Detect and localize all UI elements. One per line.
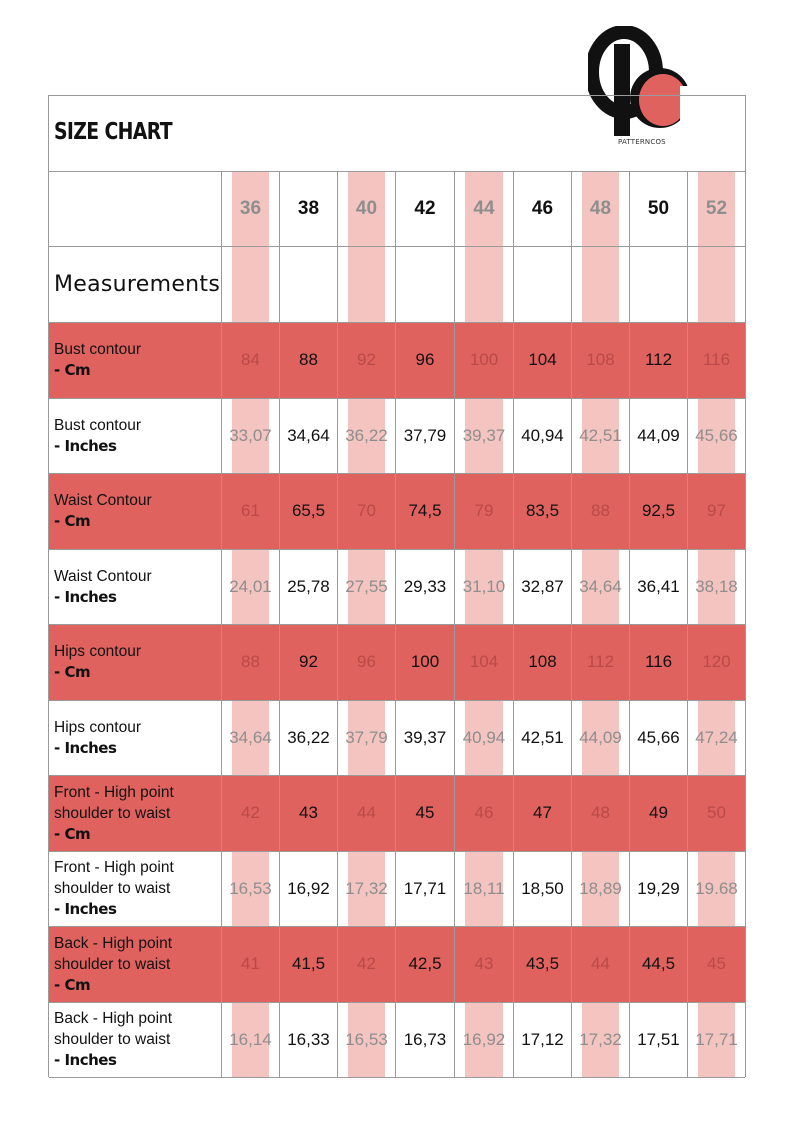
measurement-value: 18,11 bbox=[463, 878, 505, 898]
size-label: 42 bbox=[414, 198, 436, 219]
value-cell bbox=[337, 625, 395, 700]
value-cell bbox=[513, 323, 571, 398]
value-cell bbox=[687, 474, 745, 549]
value-cell bbox=[337, 927, 395, 1002]
value-cell bbox=[571, 701, 629, 776]
value-cell bbox=[395, 474, 454, 549]
value-cell bbox=[687, 1003, 745, 1078]
measurement-value: 24,01 bbox=[229, 576, 272, 596]
measurement-value: 108 bbox=[528, 652, 557, 672]
value-cell bbox=[221, 852, 279, 927]
size-highlight-stripe bbox=[582, 247, 619, 322]
measurement-value: 92 bbox=[299, 652, 318, 672]
measurements-header-row bbox=[49, 247, 745, 323]
value-cell bbox=[513, 474, 571, 549]
value-cell bbox=[454, 776, 513, 851]
measurement-label-line: shoulder to waist bbox=[54, 804, 171, 822]
unit-label: - Cm bbox=[54, 824, 91, 843]
measurement-value: 18,50 bbox=[521, 878, 564, 898]
value-cell bbox=[454, 550, 513, 625]
measurement-label bbox=[54, 399, 141, 474]
value-cell bbox=[337, 474, 395, 549]
value-cell bbox=[687, 247, 745, 322]
measurement-value: 96 bbox=[357, 652, 376, 672]
value-cell bbox=[279, 474, 337, 549]
value-cell bbox=[513, 625, 571, 700]
measurement-value: 36,41 bbox=[637, 576, 680, 596]
row-label-cell bbox=[49, 247, 221, 322]
row-label-cell bbox=[49, 701, 221, 776]
measurement-value: 112 bbox=[644, 350, 673, 370]
measurement-label bbox=[54, 1003, 172, 1078]
value-cell bbox=[221, 247, 279, 322]
page-title: SIZE CHART bbox=[54, 119, 172, 145]
measurement-value: 45,66 bbox=[637, 727, 680, 747]
value-cell bbox=[395, 550, 454, 625]
value-cell bbox=[513, 776, 571, 851]
measurement-value: 104 bbox=[469, 652, 499, 672]
measurement-value: 42 bbox=[357, 954, 376, 974]
value-cell bbox=[513, 1003, 571, 1078]
table-row bbox=[49, 399, 745, 475]
unit-label: - Inches bbox=[54, 587, 117, 606]
value-cell bbox=[571, 852, 629, 927]
value-cell bbox=[687, 625, 745, 700]
value-cell bbox=[629, 852, 687, 927]
measurement-value: 34,64 bbox=[287, 425, 330, 445]
value-cell bbox=[221, 399, 279, 474]
measurement-value: 16,14 bbox=[229, 1029, 272, 1049]
size-highlight-stripe bbox=[698, 247, 735, 322]
value-cell bbox=[454, 247, 513, 322]
value-cell bbox=[395, 247, 454, 322]
measurement-value: 38,18 bbox=[695, 576, 738, 596]
table-row bbox=[49, 625, 745, 701]
measurement-value: 47,24 bbox=[695, 727, 738, 747]
value-cell bbox=[221, 625, 279, 700]
value-cell bbox=[513, 927, 571, 1002]
unit-label: - Inches bbox=[54, 738, 117, 757]
measurement-value: 18,89 bbox=[579, 878, 622, 898]
measurement-value: 37,79 bbox=[345, 727, 388, 747]
value-cell bbox=[629, 474, 687, 549]
measurement-label bbox=[54, 927, 172, 1002]
measurement-label bbox=[54, 323, 141, 398]
measurement-value: 104 bbox=[528, 350, 557, 370]
measurement-value: 44,5 bbox=[641, 954, 676, 974]
value-cell bbox=[337, 550, 395, 625]
row-label-cell bbox=[49, 852, 221, 927]
value-cell bbox=[221, 927, 279, 1002]
measurement-value: 120 bbox=[702, 652, 731, 672]
value-cell bbox=[221, 776, 279, 851]
size-header-cell bbox=[687, 172, 745, 246]
measurement-value: 70 bbox=[357, 501, 376, 521]
measurement-value: 42,51 bbox=[521, 727, 564, 747]
measurement-value: 27,55 bbox=[345, 576, 388, 596]
measurement-value: 43 bbox=[299, 803, 318, 823]
value-cell bbox=[513, 399, 571, 474]
measurement-label bbox=[54, 474, 152, 549]
measurement-label-line: Waist Contour bbox=[54, 492, 152, 510]
measurement-value: 96 bbox=[415, 350, 435, 370]
table-row bbox=[49, 776, 745, 852]
measurement-value: 33,07 bbox=[229, 425, 272, 445]
value-cell bbox=[221, 323, 279, 398]
value-cell bbox=[395, 323, 454, 398]
size-highlight-stripe bbox=[232, 247, 269, 322]
size-label: 38 bbox=[297, 198, 320, 219]
value-cell bbox=[221, 1003, 279, 1078]
measurement-value: 61 bbox=[241, 501, 260, 521]
value-cell bbox=[571, 625, 629, 700]
measurement-value: 92,5 bbox=[641, 501, 676, 521]
table-row bbox=[49, 323, 745, 399]
value-cell bbox=[454, 927, 513, 1002]
value-cell bbox=[279, 776, 337, 851]
value-cell bbox=[279, 701, 337, 776]
value-cell bbox=[395, 399, 454, 474]
value-cell bbox=[454, 399, 513, 474]
measurement-value: 17,32 bbox=[345, 878, 388, 898]
measurement-value: 100 bbox=[410, 652, 440, 672]
measurement-value: 46 bbox=[474, 803, 494, 823]
value-cell bbox=[629, 399, 687, 474]
value-cell bbox=[221, 474, 279, 549]
value-cell bbox=[629, 625, 687, 700]
measurement-value: 17,12 bbox=[521, 1029, 564, 1049]
measurement-value: 17,71 bbox=[403, 878, 447, 898]
measurement-value: 84 bbox=[241, 350, 260, 370]
measurement-value: 88 bbox=[299, 350, 318, 370]
measurement-value: 49 bbox=[649, 803, 668, 823]
value-cell bbox=[279, 323, 337, 398]
size-header-cell bbox=[629, 172, 687, 246]
size-highlight-stripe bbox=[348, 247, 385, 322]
measurement-label-line: shoulder to waist bbox=[54, 880, 171, 898]
measurement-value: 34,64 bbox=[229, 727, 272, 747]
measurement-value: 36,22 bbox=[345, 425, 388, 445]
value-cell bbox=[629, 776, 687, 851]
value-cell bbox=[454, 852, 513, 927]
measurement-value: 42,5 bbox=[408, 954, 442, 974]
value-cell bbox=[629, 701, 687, 776]
measurement-value: 108 bbox=[586, 350, 615, 370]
value-cell bbox=[454, 1003, 513, 1078]
measurement-value: 79 bbox=[474, 501, 494, 521]
value-cell bbox=[279, 852, 337, 927]
value-cell bbox=[629, 550, 687, 625]
measurement-label-line: Bust contour bbox=[54, 341, 142, 359]
size-label: 50 bbox=[647, 198, 670, 219]
value-cell bbox=[454, 701, 513, 776]
measurement-value: 97 bbox=[707, 501, 726, 521]
value-cell bbox=[629, 323, 687, 398]
measurement-label-line: Hips contour bbox=[54, 643, 142, 661]
measurement-value: 19,29 bbox=[637, 878, 680, 898]
value-cell bbox=[571, 247, 629, 322]
measurement-value: 16,33 bbox=[287, 1029, 330, 1049]
value-cell bbox=[279, 550, 337, 625]
row-label-cell bbox=[49, 927, 221, 1002]
value-cell bbox=[337, 701, 395, 776]
row-label-cell bbox=[49, 399, 221, 474]
unit-label: - Cm bbox=[54, 663, 91, 682]
value-cell bbox=[454, 625, 513, 700]
table-row bbox=[49, 550, 745, 626]
value-cell bbox=[279, 1003, 337, 1078]
measurement-value: 48 bbox=[591, 803, 610, 823]
measurement-value: 34,64 bbox=[579, 576, 622, 596]
value-cell bbox=[337, 776, 395, 851]
value-cell bbox=[687, 927, 745, 1002]
measurement-value: 44,09 bbox=[579, 727, 622, 747]
measurement-label-line: Front - High point bbox=[54, 859, 174, 877]
measurement-value: 36,22 bbox=[287, 727, 330, 747]
measurement-value: 39,37 bbox=[462, 425, 506, 445]
measurement-value: 40,94 bbox=[521, 425, 564, 445]
measurement-label-line: Bust contour bbox=[54, 416, 142, 434]
measurement-label bbox=[54, 852, 174, 927]
value-cell bbox=[395, 776, 454, 851]
value-cell bbox=[221, 701, 279, 776]
measurement-value: 17,51 bbox=[637, 1029, 680, 1049]
measurement-value: 29,33 bbox=[403, 576, 447, 596]
value-cell bbox=[629, 927, 687, 1002]
table-row bbox=[49, 701, 745, 777]
row-label-cell bbox=[49, 323, 221, 398]
measurement-value: 41 bbox=[241, 954, 260, 974]
measurement-value: 88 bbox=[591, 501, 610, 521]
measurement-label bbox=[54, 776, 174, 851]
size-highlight-stripe bbox=[465, 247, 503, 322]
measurement-value: 116 bbox=[644, 652, 673, 672]
measurement-label-line: shoulder to waist bbox=[54, 1031, 171, 1049]
value-cell bbox=[513, 550, 571, 625]
value-cell bbox=[571, 550, 629, 625]
measurement-value: 25,78 bbox=[287, 576, 330, 596]
size-header-cell bbox=[454, 172, 513, 246]
value-cell bbox=[687, 852, 745, 927]
value-cell bbox=[513, 852, 571, 927]
value-cell bbox=[279, 399, 337, 474]
brand-name: PATTERNCOS bbox=[618, 138, 666, 146]
value-cell bbox=[395, 927, 454, 1002]
measurement-label-line: Hips contour bbox=[54, 718, 142, 736]
unit-label: - Cm bbox=[54, 975, 91, 994]
measurement-label-line: Front - High point bbox=[54, 783, 174, 801]
measurement-value: 19.68 bbox=[695, 878, 738, 898]
measurement-value: 42,51 bbox=[579, 425, 622, 445]
measurement-value: 47 bbox=[533, 803, 552, 823]
value-cell bbox=[337, 852, 395, 927]
row-label-cell bbox=[49, 172, 221, 246]
row-label-cell bbox=[49, 550, 221, 625]
measurements-label: Measurements bbox=[54, 272, 221, 297]
measurement-value: 39,37 bbox=[403, 727, 447, 747]
unit-label: - Inches bbox=[54, 1051, 117, 1070]
size-header-cell bbox=[279, 172, 337, 246]
size-label: 44 bbox=[473, 198, 495, 219]
measurement-label-line: Waist Contour bbox=[54, 567, 152, 585]
measurement-value: 45 bbox=[415, 803, 435, 823]
value-cell bbox=[337, 399, 395, 474]
value-cell bbox=[395, 852, 454, 927]
measurement-label bbox=[54, 625, 141, 700]
measurement-value: 45,66 bbox=[695, 425, 738, 445]
unit-label: - Inches bbox=[54, 436, 117, 455]
value-cell bbox=[687, 550, 745, 625]
measurement-value: 16,92 bbox=[462, 1029, 506, 1049]
value-cell bbox=[221, 550, 279, 625]
measurement-value: 65,5 bbox=[291, 501, 326, 521]
value-cell bbox=[279, 247, 337, 322]
value-cell bbox=[687, 399, 745, 474]
measurement-value: 16,53 bbox=[229, 878, 272, 898]
measurement-label-line: Back - High point bbox=[54, 1010, 173, 1028]
measurement-value: 37,79 bbox=[403, 425, 447, 445]
measurement-label-line: Back - High point bbox=[54, 934, 173, 952]
value-cell bbox=[454, 474, 513, 549]
measurement-value: 44 bbox=[357, 803, 376, 823]
size-header-cell bbox=[571, 172, 629, 246]
measurement-value: 74,5 bbox=[408, 501, 442, 521]
measurement-value: 116 bbox=[702, 350, 731, 370]
value-cell bbox=[337, 247, 395, 322]
value-cell bbox=[337, 323, 395, 398]
measurement-value: 41,5 bbox=[291, 954, 326, 974]
title-row bbox=[49, 96, 745, 172]
table-row bbox=[49, 852, 745, 928]
size-label: 40 bbox=[355, 198, 378, 219]
measurement-value: 17,71 bbox=[695, 1029, 738, 1049]
measurement-value: 43 bbox=[474, 954, 494, 974]
value-cell bbox=[571, 927, 629, 1002]
unit-label: - Inches bbox=[54, 900, 117, 919]
value-cell bbox=[571, 776, 629, 851]
row-label-cell bbox=[49, 776, 221, 851]
measurement-value: 100 bbox=[469, 350, 499, 370]
size-label: 52 bbox=[705, 198, 728, 219]
measurement-value: 42 bbox=[241, 803, 260, 823]
row-label-cell bbox=[49, 625, 221, 700]
table-row bbox=[49, 1003, 745, 1079]
table-row bbox=[49, 927, 745, 1003]
measurement-value: 44 bbox=[591, 954, 610, 974]
measurement-value: 88 bbox=[241, 652, 260, 672]
value-cell bbox=[395, 625, 454, 700]
value-cell bbox=[395, 1003, 454, 1078]
value-cell bbox=[571, 399, 629, 474]
size-label: 46 bbox=[531, 198, 554, 219]
size-header-cell bbox=[221, 172, 279, 246]
measurement-label bbox=[54, 550, 152, 625]
value-cell bbox=[513, 701, 571, 776]
value-cell bbox=[571, 474, 629, 549]
row-label-cell bbox=[49, 474, 221, 549]
value-cell bbox=[687, 776, 745, 851]
size-header-cell bbox=[395, 172, 454, 246]
value-cell bbox=[629, 247, 687, 322]
value-cell bbox=[687, 323, 745, 398]
value-cell bbox=[454, 323, 513, 398]
value-cell bbox=[279, 625, 337, 700]
size-header-cell bbox=[337, 172, 395, 246]
measurement-value: 17,32 bbox=[579, 1029, 622, 1049]
value-cell bbox=[687, 701, 745, 776]
table-row bbox=[49, 474, 745, 550]
unit-label: - Cm bbox=[54, 512, 91, 531]
measurement-value: 32,87 bbox=[521, 576, 564, 596]
value-cell bbox=[337, 1003, 395, 1078]
value-cell bbox=[571, 323, 629, 398]
row-label-cell bbox=[49, 1003, 221, 1078]
measurement-value: 16,92 bbox=[287, 878, 330, 898]
measurement-value: 112 bbox=[586, 652, 615, 672]
measurement-label bbox=[54, 701, 141, 776]
measurement-value: 16,53 bbox=[345, 1029, 388, 1049]
measurement-value: 50 bbox=[707, 803, 726, 823]
measurement-value: 40,94 bbox=[462, 727, 506, 747]
size-header-row bbox=[49, 172, 745, 247]
measurement-value: 45 bbox=[707, 954, 726, 974]
value-cell bbox=[279, 927, 337, 1002]
size-header-cell bbox=[513, 172, 571, 246]
measurement-value: 92 bbox=[357, 350, 376, 370]
measurement-label-line: shoulder to waist bbox=[54, 955, 171, 973]
measurement-value: 83,5 bbox=[525, 501, 560, 521]
unit-label: - Cm bbox=[54, 361, 91, 380]
value-cell bbox=[629, 1003, 687, 1078]
size-label: 48 bbox=[589, 198, 612, 219]
size-chart-table bbox=[48, 95, 746, 1077]
value-cell bbox=[513, 247, 571, 322]
measurement-value: 44,09 bbox=[637, 425, 680, 445]
measurement-value: 43,5 bbox=[525, 954, 560, 974]
size-label: 36 bbox=[239, 198, 262, 219]
value-cell bbox=[571, 1003, 629, 1078]
measurement-value: 16,73 bbox=[403, 1029, 447, 1049]
measurement-value: 31,10 bbox=[462, 576, 506, 596]
value-cell bbox=[395, 701, 454, 776]
